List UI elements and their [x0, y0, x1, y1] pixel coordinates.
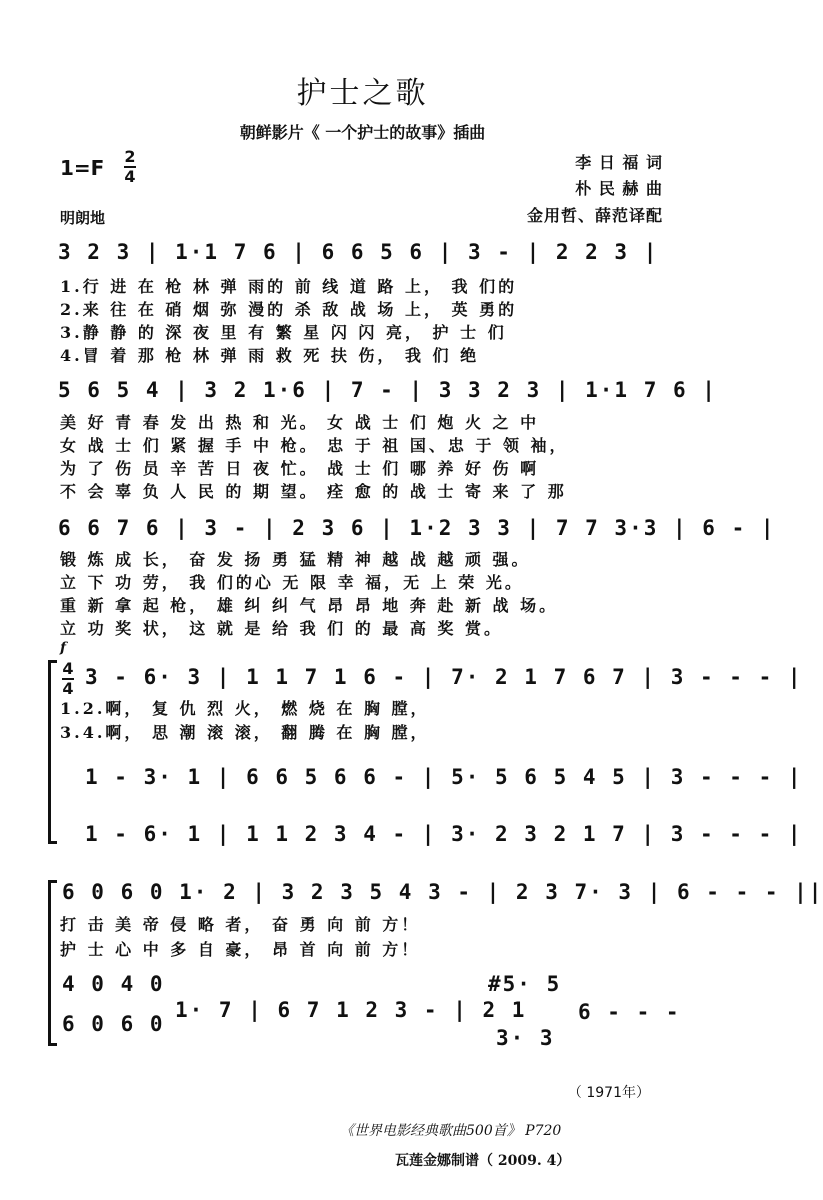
system5-chord-bottom: 3· 3	[496, 1026, 555, 1050]
system3-lyric-3: 重 新 拿 起 枪， 雄 纠 纠 气 昂 昂 地 奔 赴 新 战 场。	[60, 596, 559, 615]
system4-lower-voice-notes: 1 - 6· 1 | 1 1 2 3 4 - | 3· 2 3 2 1 7 | 3 - - - |	[85, 822, 803, 846]
composer-credit: 朴 民 赫 曲	[575, 179, 663, 198]
system2-notes: 5 6 5 4 | 3 2 1·6 | 7 - | 3 3 2 3 | 1·1 7 6 |	[58, 378, 717, 402]
system4-lyric-1: 1.2.啊， 复 仇 烈 火， 燃 烧 在 胸 膛，	[60, 699, 430, 718]
time-signature	[124, 148, 136, 186]
translator-credit: 金用哲、薛范译配	[526, 206, 663, 225]
system1-lyric-2: 2.来 往 在 硝 烟 弥 漫的 杀 敌 战 场 上， 英 勇的	[60, 300, 518, 319]
score-maker: 瓦莲金娜制谱（ 2009. 4）	[395, 1153, 571, 1169]
system1-lyric-1: 1.行 进 在 枪 林 弹 雨的 前 线 道 路 上， 我 们的	[60, 277, 518, 296]
system3-lyric-4: 立 功 奖 状， 这 就 是 给 我 们 的 最 高 奖 赏。	[60, 619, 503, 638]
system4-meter-top: 4	[62, 659, 74, 678]
system5-brace	[48, 880, 57, 1046]
system3-lyric-2: 立 下 功 劳， 我 们的心 无 限 幸 福，无 上 荣 光。	[60, 573, 524, 592]
song-subtitle: 朝鲜影片《 一个护士的故事》插曲	[239, 123, 486, 142]
system5-lyric-1: 打 击 美 帝 侵 略 者， 奋 勇 向 前 方！	[60, 915, 421, 934]
system4-lyric-2: 3.4.啊， 思 潮 滚 滚， 翻 腾 在 胸 膛，	[60, 723, 430, 742]
system2-lyric-4: 不 会 辜 负 人 民 的 期 望。 痊 愈 的 战 士 寄 来 了 那	[60, 482, 567, 501]
system5-final-notes: 6 - - -	[578, 1000, 681, 1024]
system4-meter	[62, 660, 74, 698]
system4-meter-bottom: 4	[62, 679, 74, 698]
system1-lyric-3: 3.静 静 的 深 夜 里 有 繁 星 闪 闪 亮， 护 士 们	[60, 323, 507, 342]
system4-melody-notes: 3 - 6· 3 | 1 1 7 1 6 - | 7· 2 1 7 6 7 | 3 - - - |	[85, 665, 803, 689]
system2-lyric-3: 为 了 伤 员 辛 苦 日 夜 忙。 战 士 们 哪 养 好 伤 啊	[60, 459, 540, 478]
system2-lyric-2: 女 战 士 们 紧 握 手 中 枪。 忠 于 祖 国、忠 于 领 袖，	[60, 436, 569, 455]
system5-harmony-upper: 4 0 4 0	[62, 972, 165, 996]
song-title: 护士之歌	[296, 76, 429, 111]
tempo-marking: 明朗地	[60, 209, 106, 227]
system4-upper-voice-notes: 1 - 3· 1 | 6 6 5 6 6 - | 5· 5 6 5 4 5 | 3 - - - |	[85, 765, 803, 789]
year-label: （ 1971年）	[567, 1085, 650, 1101]
system5-lyric-2: 护 士 心 中 多 自 豪， 昂 首 向 前 方！	[60, 940, 421, 959]
key-signature: 1=F	[60, 156, 105, 180]
lyricist-credit: 李 日 福 词	[575, 153, 663, 172]
system5-chord-top: #5· 5	[488, 972, 562, 996]
system5-melody-notes: 6 0 6 0 1· 2 | 3 2 3 5 4 3 - | 2 3 7· 3 | 6 - - - ||	[62, 880, 823, 904]
system5-bass-notes: 1· 7 | 6 7 1 2 3 - | 2 1	[175, 998, 527, 1022]
system4-brace	[48, 660, 57, 844]
system2-lyric-1: 美 好 青 春 发 出 热 和 光。 女 战 士 们 炮 火 之 中	[60, 413, 540, 432]
system3-lyric-1: 锻 炼 成 长， 奋 发 扬 勇 猛 精 神 越 战 越 顽 强。	[60, 550, 531, 569]
source-citation: 《世界电影经典歌曲500首》 P720	[340, 1123, 562, 1139]
meter-bottom: 4	[124, 167, 136, 186]
system1-lyric-4: 4.冒 着 那 枪 林 弹 雨 救 死 扶 伤， 我 们 绝	[60, 346, 480, 365]
system3-notes: 6 6 7 6 | 3 - | 2 3 6 | 1·2 3 3 | 7 7 3·3 | 6 - |	[58, 516, 776, 540]
system1-notes: 3 2 3 | 1·1 7 6 | 6 6 5 6 | 3 - | 2 2 3 |	[58, 240, 659, 264]
system5-harmony-lower: 6 0 6 0	[62, 1012, 165, 1036]
dynamic-marking: f	[60, 640, 67, 656]
meter-top: 2	[124, 147, 136, 166]
